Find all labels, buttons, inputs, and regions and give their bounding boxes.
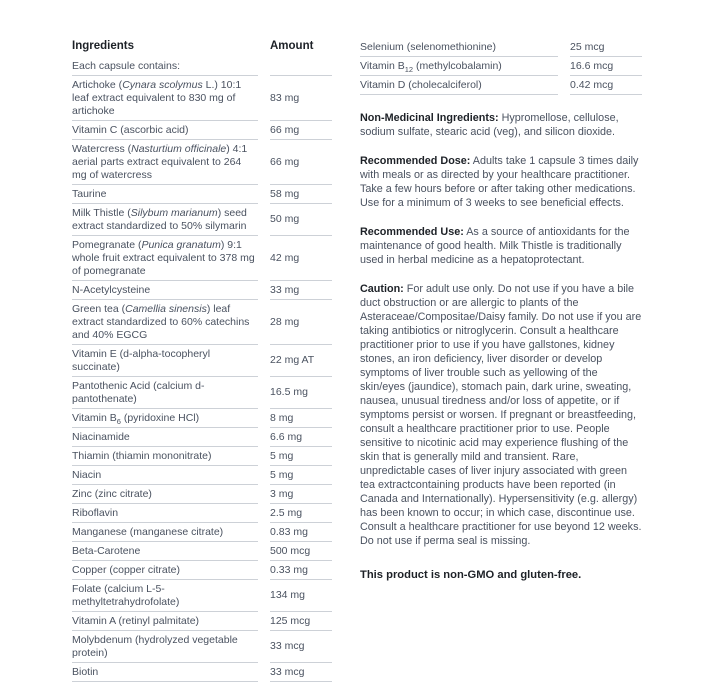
table-row: [72, 57, 332, 76]
ingredient-name-cell: [72, 377, 258, 409]
text-segment: Punica granatum: [141, 238, 221, 251]
column-gap: [258, 485, 270, 504]
text-segment: Green tea (: [72, 302, 126, 315]
column-gap: [258, 447, 270, 466]
paragraph-body: Hypromellose, cellulose, sodium sulfate, stearic acid (veg), and silicon dioxide.: [360, 112, 619, 138]
ingredient-name-cell: [72, 185, 258, 204]
table-row: [72, 236, 332, 281]
table-row: [72, 447, 332, 466]
ingredient-name-cell: [72, 76, 258, 121]
table-row: [72, 466, 332, 485]
table-row: [72, 281, 332, 300]
info-paragraph: [360, 111, 642, 139]
paragraph-lead: Non-Medicinal Ingredients:: [360, 112, 499, 124]
ingredient-name-cell: [360, 57, 558, 76]
table-row: [72, 542, 332, 561]
nutrients-table: [360, 38, 642, 95]
text-segment: Molybdenum (hydrolyzed vegetable protein): [72, 633, 238, 659]
table-row: [72, 121, 332, 140]
amount-value-cell: 134 mg: [270, 580, 332, 612]
ingredients-table: [72, 38, 332, 682]
ingredient-name-cell: [72, 580, 258, 612]
info-paragraphs: [360, 111, 642, 582]
ingredient-name-cell: [72, 281, 258, 300]
text-segment: Manganese (manganese citrate): [72, 525, 224, 538]
text-segment: Folate (calcium L-5-methyltetrahydrofolate): [72, 582, 180, 608]
text-segment: L.) 10:1 leaf extract equivalent to 830 mg of artichoke: [72, 78, 242, 117]
amount-value-cell: 0.42 mcg: [570, 76, 642, 95]
table-row: [72, 428, 332, 447]
text-segment: 12: [404, 64, 414, 74]
table-row: [72, 185, 332, 204]
ingredient-name-cell: [72, 57, 258, 76]
column-gap: [258, 140, 270, 185]
text-segment: Cynara scolymus: [122, 78, 203, 91]
table-row: [360, 38, 642, 57]
column-gap: [258, 561, 270, 580]
ingredient-name-cell: [72, 561, 258, 580]
ingredients-column: [72, 38, 332, 682]
amount-value-cell: 33 mcg: [270, 663, 332, 682]
text-segment: Vitamin C (ascorbic acid): [72, 123, 189, 136]
ingredient-name-cell: [72, 236, 258, 281]
text-segment: Pantothenic Acid (calcium d-pantothenate): [72, 379, 205, 405]
column-gap: [258, 377, 270, 409]
ingredient-name-cell: [72, 485, 258, 504]
column-gap: [258, 345, 270, 377]
table-row: [72, 485, 332, 504]
ingredient-name-cell: [72, 523, 258, 542]
text-segment: ) 4:1 aerial parts extract equivalent to 264 mg of watercress: [72, 142, 248, 181]
text-segment: Vitamin E (d-alpha-tocopheryl succinate): [72, 347, 211, 373]
paragraph-lead: This product is non-GMO and gluten-free.: [360, 569, 582, 581]
ingredient-name-cell: [72, 447, 258, 466]
paragraph-body: Adults take 1 capsule 3 times daily with meals or as directed by your healthcare practitioner. Take a few hours before or after taking other medications. Use for a minimum of 3 weeks to see beneficial effects.: [360, 155, 639, 209]
paragraph-body: As a source of antioxidants for the maintenance of good health. Milk Thistle is traditionally used in herbal medicine as a hepatoprotectant.: [360, 226, 630, 266]
column-gap: [258, 300, 270, 345]
column-gap: [258, 281, 270, 300]
amount-value-cell: 83 mg: [270, 76, 332, 121]
amount-value-cell: 66 mg: [270, 140, 332, 185]
text-segment: Vitamin B: [72, 411, 117, 424]
text-segment: N-Acetylcysteine: [72, 283, 151, 296]
text-segment: Vitamin A (retinyl palmitate): [72, 614, 200, 627]
amount-value-cell: [270, 57, 332, 76]
paragraph-body: For adult use only. Do not use if you have a bile duct obstruction or are allergic to plants of the Asteraceae/Compositae/Daisy family. Do not use if you are taking antibiotics or nitroglycerin. Consult a healthcare practitioner prior to use if you have gallstones, kidney stones, an iron deficiency, liver disorder or develop symptoms of liver trouble such as yellowing of the skin/eyes (jaundice), stomach pain, dark urine, sweating, nausea, unusual tiredness and/or loss of appetite, or if symptoms persist or worsen. If pregnant or breastfeeding, consult a healthcare practitioner prior to use. People sensitive to nicotinic acid may experience flushing of the skin that is generally mild and transient. Rare, unpredictable cases of liver injury associated with green tea extractcontaining products have been reported (in Canada and Internationally). Hypersensitivity (e.g. allergy) has been known to occur; in which case, discontinue use. Consult a healthcare practitioner for use beyond 12 weeks. Do not use if perma seal is missing.: [360, 283, 642, 547]
text-segment: Thiamin (thiamin mononitrate): [72, 449, 212, 462]
column-gap: [258, 236, 270, 281]
column-gap: [258, 466, 270, 485]
amount-value-cell: 8 mg: [270, 409, 332, 428]
text-segment: Artichoke (: [72, 78, 123, 91]
amount-value-cell: 28 mg: [270, 300, 332, 345]
amount-value-cell: 16.5 mg: [270, 377, 332, 409]
text-segment: Niacin: [72, 468, 102, 481]
column-gap: [258, 185, 270, 204]
info-paragraph: [360, 282, 642, 548]
table-header-row: [72, 38, 332, 57]
ingredient-name-cell: [72, 504, 258, 523]
ingredient-name-cell: [72, 345, 258, 377]
column-gap: [258, 542, 270, 561]
amount-value-cell: 58 mg: [270, 185, 332, 204]
paragraph-lead: Recommended Use:: [360, 226, 464, 238]
amount-value-cell: 25 mcg: [570, 38, 642, 57]
column-gap: [258, 523, 270, 542]
column-gap: [258, 204, 270, 236]
amount-value-cell: 42 mg: [270, 236, 332, 281]
text-segment: Nasturtium officinale: [131, 142, 227, 155]
ingredient-name-cell: [360, 76, 558, 95]
table-row: [72, 140, 332, 185]
text-segment: Riboflavin: [72, 506, 119, 519]
amount-value-cell: 0.33 mg: [270, 561, 332, 580]
column-gap: [258, 612, 270, 631]
ingredient-name-cell: [72, 428, 258, 447]
text-segment: Camellia sinensis: [125, 302, 207, 315]
text-segment: Vitamin D (cholecalciferol): [360, 78, 482, 91]
text-segment: Vitamin B: [360, 59, 405, 72]
amount-value-cell: 500 mcg: [270, 542, 332, 561]
text-segment: Silybum marianum: [130, 206, 218, 219]
table-row: [72, 377, 332, 409]
table-row: [72, 76, 332, 121]
info-paragraph: [360, 225, 642, 267]
ingredient-name-cell: [72, 542, 258, 561]
text-segment: Niacinamide: [72, 430, 130, 443]
amount-value-cell: 33 mg: [270, 281, 332, 300]
column-gap: [258, 663, 270, 682]
ingredient-name-cell: [72, 631, 258, 663]
header-gap: [258, 38, 270, 57]
amount-value-cell: 66 mg: [270, 121, 332, 140]
text-segment: Watercress (: [72, 142, 132, 155]
ingredient-name-cell: [72, 612, 258, 631]
amount-value-cell: 5 mg: [270, 447, 332, 466]
ingredient-name-cell: [72, 300, 258, 345]
ingredient-name-cell: [72, 466, 258, 485]
amount-value-cell: 50 mg: [270, 204, 332, 236]
column-gap: [558, 76, 570, 95]
column-gap: [258, 504, 270, 523]
amount-value-cell: 2.5 mg: [270, 504, 332, 523]
column-gap: [258, 409, 270, 428]
amount-value-cell: 6.6 mg: [270, 428, 332, 447]
amount-value-cell: 33 mcg: [270, 631, 332, 663]
text-segment: (pyridoxine HCl): [120, 411, 200, 424]
info-paragraph: [360, 154, 642, 210]
amount-value-cell: 125 mcg: [270, 612, 332, 631]
column-gap: [258, 428, 270, 447]
ingredient-name-cell: [360, 38, 558, 57]
column-gap: [258, 580, 270, 612]
table-row: [72, 663, 332, 682]
table-row: [72, 561, 332, 580]
table-row: [72, 631, 332, 663]
amount-value-cell: 16.6 mcg: [570, 57, 642, 76]
table-row: [360, 57, 642, 76]
amount-value-cell: 22 mg AT: [270, 345, 332, 377]
ingredient-name-cell: [72, 409, 258, 428]
text-segment: (methylcobalamin): [413, 59, 502, 72]
ingredient-name-cell: [72, 204, 258, 236]
text-segment: Copper (copper citrate): [72, 563, 180, 576]
table-row: [360, 76, 642, 95]
text-segment: ) seed extract standardized to 50% silymarin: [72, 206, 247, 232]
non-gmo-statement: [360, 568, 642, 582]
ingredient-name-cell: [72, 140, 258, 185]
text-segment: Taurine: [72, 187, 107, 200]
table-row: [72, 204, 332, 236]
text-segment: Selenium (selenomethionine): [360, 40, 496, 53]
text-segment: Beta-Carotene: [72, 544, 141, 557]
column-gap: [558, 38, 570, 57]
table-row: [72, 300, 332, 345]
text-segment: Each capsule contains:: [72, 59, 180, 72]
table-row: [72, 504, 332, 523]
amount-header: Amount: [270, 40, 314, 52]
column-gap: [258, 57, 270, 76]
paragraph-lead: Recommended Dose:: [360, 155, 471, 167]
info-column: [360, 38, 642, 597]
column-gap: [258, 121, 270, 140]
text-segment: Zinc (zinc citrate): [72, 487, 152, 500]
table-row: [72, 612, 332, 631]
ingredients-header: Ingredients: [72, 40, 134, 52]
text-segment: Biotin: [72, 665, 99, 678]
table-row: [72, 409, 332, 428]
text-segment: Milk Thistle (: [72, 206, 131, 219]
ingredient-name-cell: [72, 121, 258, 140]
ingredient-name-cell: [72, 663, 258, 682]
text-segment: Pomegranate (: [72, 238, 142, 251]
text-segment: ) leaf extract standardized to 60% catechins and 40% EGCG: [72, 302, 250, 341]
table-row: [72, 580, 332, 612]
column-gap: [558, 57, 570, 76]
amount-value-cell: 0.83 mg: [270, 523, 332, 542]
column-gap: [258, 631, 270, 663]
paragraph-lead: Caution:: [360, 283, 404, 295]
column-gap: [258, 76, 270, 121]
text-segment: ) 9:1 whole fruit extract equivalent to 378 mg of pomegranate: [72, 238, 255, 277]
table-row: [72, 345, 332, 377]
amount-value-cell: 5 mg: [270, 466, 332, 485]
amount-value-cell: 3 mg: [270, 485, 332, 504]
text-segment: 6: [116, 416, 121, 426]
table-row: [72, 523, 332, 542]
